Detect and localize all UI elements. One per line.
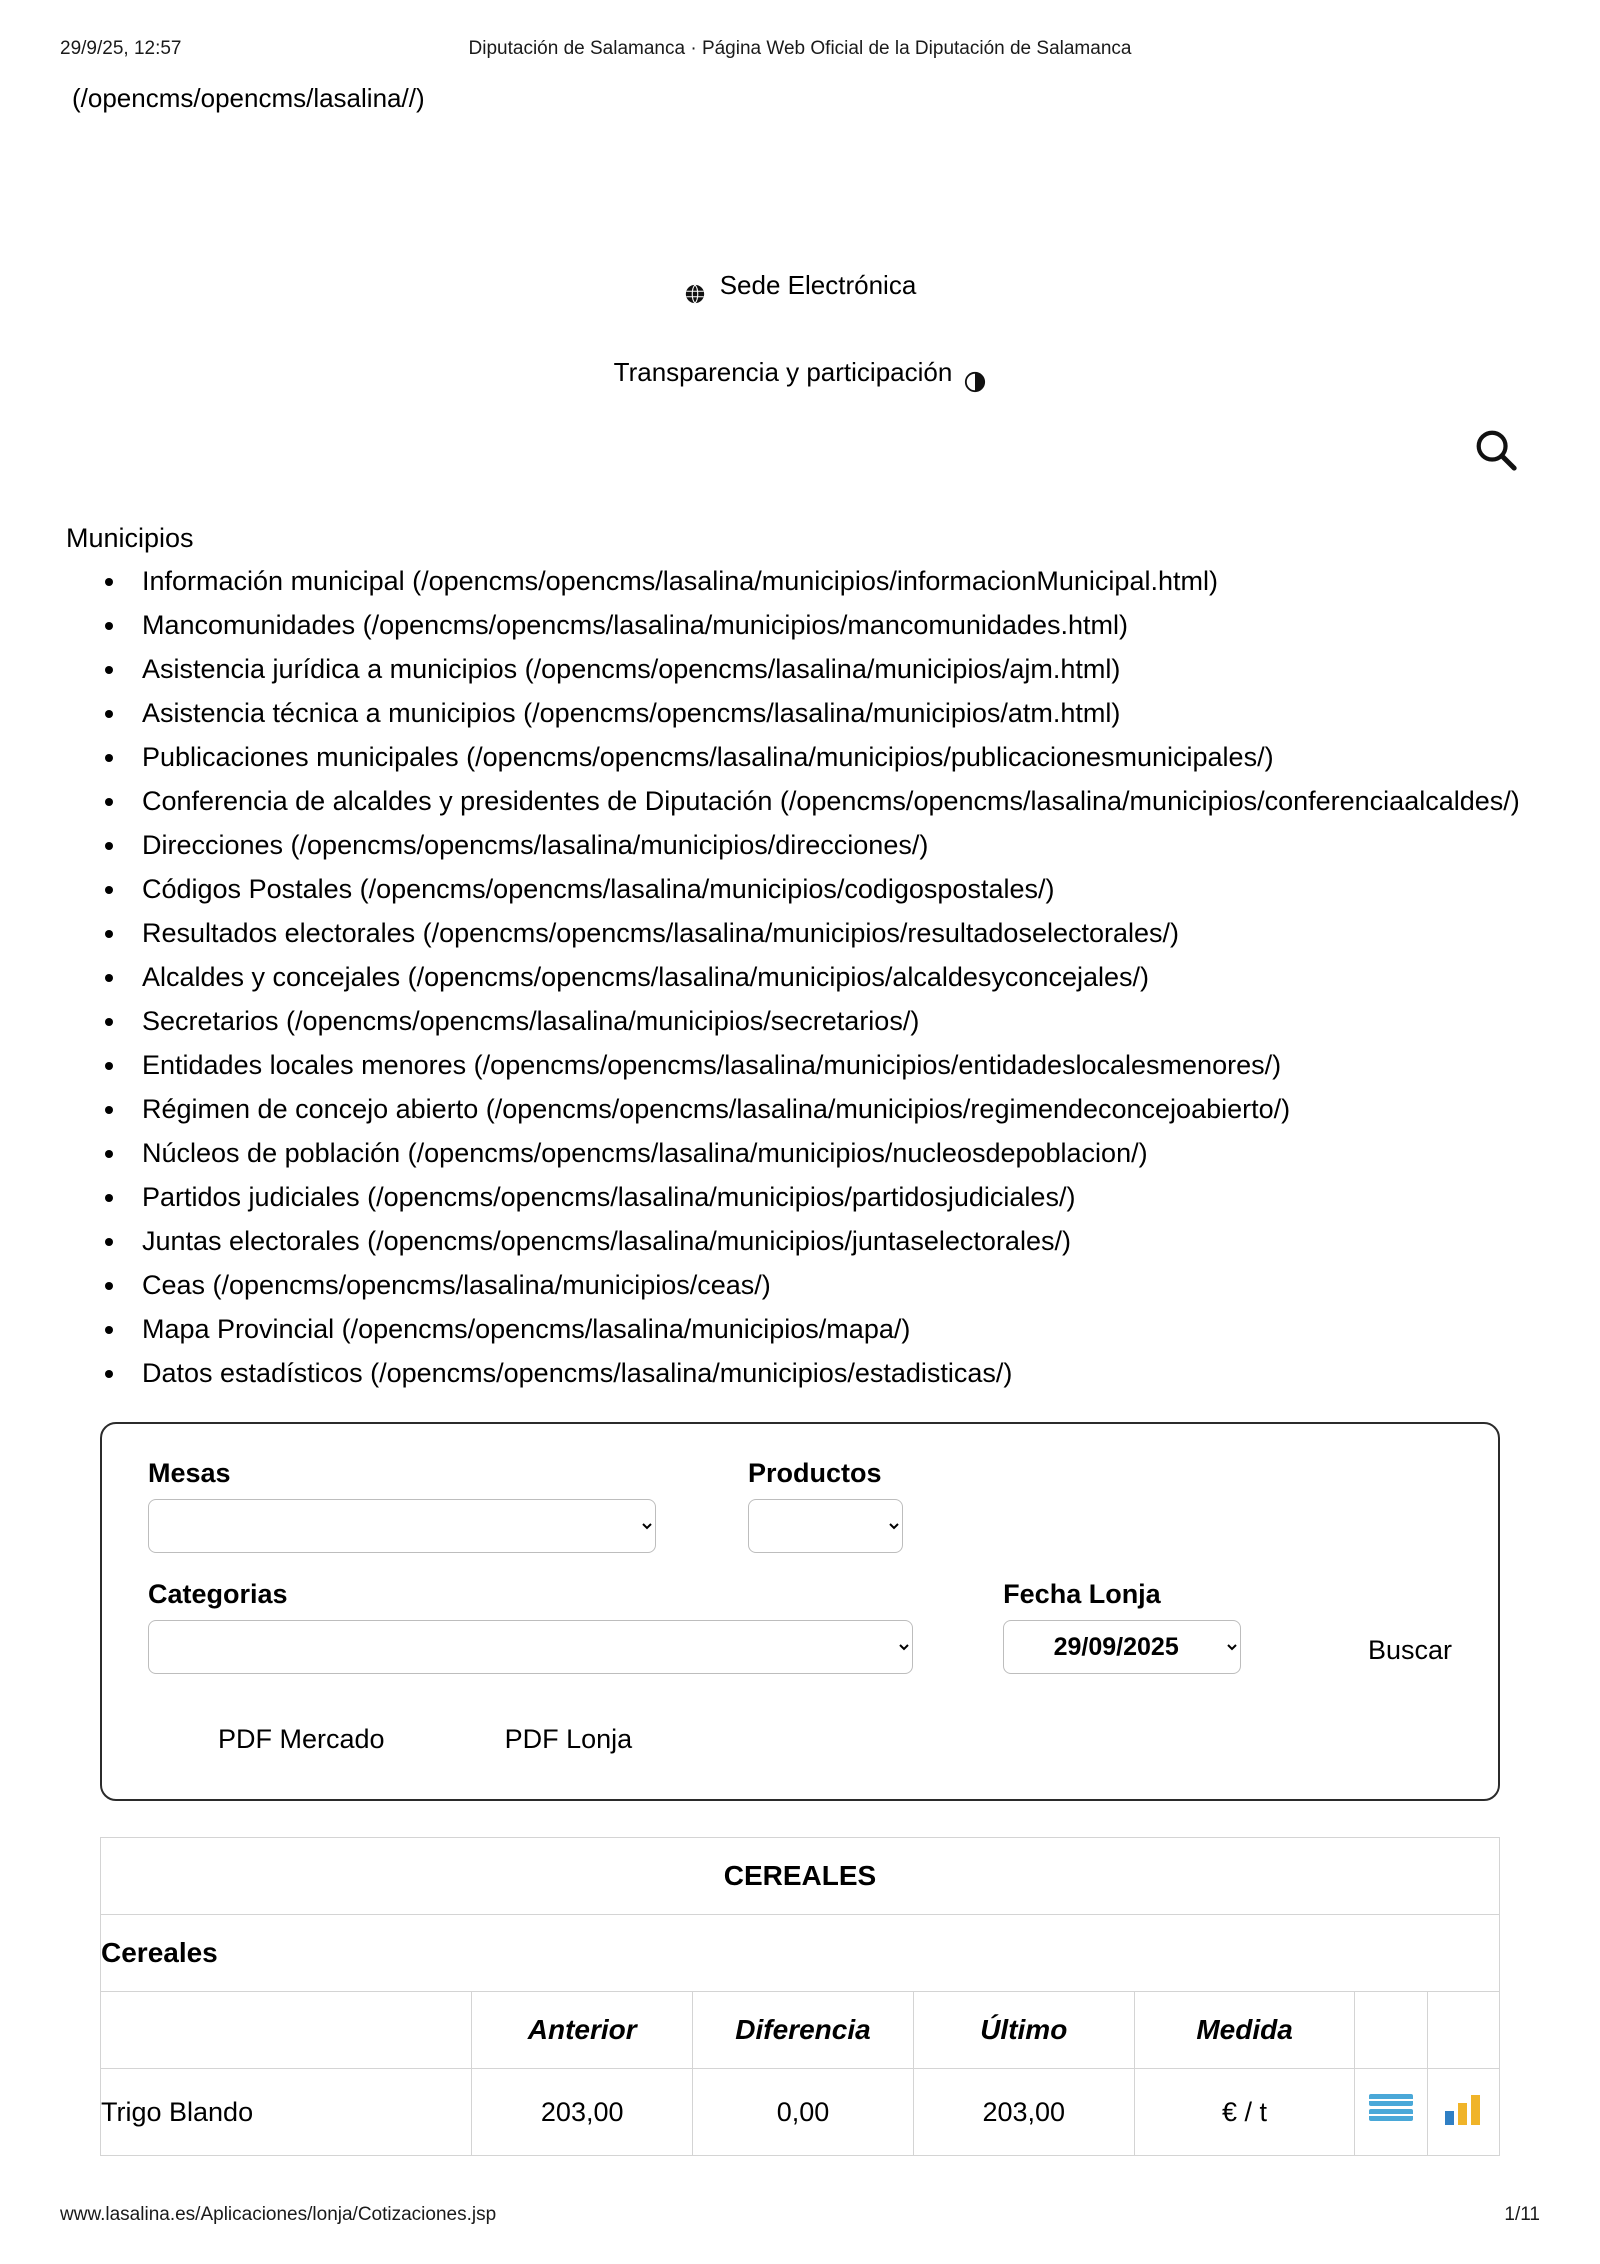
page-title: Municipios	[66, 523, 194, 554]
table-subgroup-row	[101, 1915, 1500, 1992]
list-item[interactable]: • Conferencia de alcaldes y presidentes de Diputación (/opencms/opencms/lasalina/municipios/conferenciaalcaldes/)	[128, 781, 1600, 822]
list-item[interactable]: • Códigos Postales (/opencms/opencms/lasalina/municipios/codigospostales/)	[128, 869, 1600, 910]
product-medida: € / t	[1134, 2069, 1355, 2156]
list-item[interactable]: • Resultados electorales (/opencms/opencms/lasalina/municipios/resultadoselectorales/)	[128, 913, 1600, 954]
product-ultimo: 203,00	[913, 2069, 1134, 2156]
table-row	[101, 2069, 1500, 2156]
print-header	[0, 38, 1600, 60]
search-row	[0, 426, 1600, 496]
sede-electronica-label: Sede Electrónica	[719, 270, 917, 301]
print-footer	[0, 2204, 1600, 2226]
mesas-field	[148, 1458, 708, 1553]
list-item[interactable]: • Asistencia técnica a municipios (/opencms/opencms/lasalina/municipios/atm.html)	[128, 693, 1600, 734]
cotizaciones-table-wrap	[100, 1837, 1500, 2156]
col-header-icon1	[1355, 1992, 1427, 2069]
mesas-select[interactable]	[148, 1499, 656, 1553]
col-header-ultimo: Último	[913, 1992, 1134, 2069]
breadcrumb[interactable]: (/opencms/opencms/lasalina//)	[72, 83, 425, 113]
list-item[interactable]: • Asistencia jurídica a municipios (/opencms/opencms/lasalina/municipios/ajm.html)	[128, 649, 1600, 690]
list-item[interactable]: • Secretarios (/opencms/opencms/lasalina/municipios/secretarios/)	[128, 1001, 1600, 1042]
footer-page-number: 1/11	[1504, 2204, 1540, 2225]
col-header-diferencia: Diferencia	[693, 1992, 914, 2069]
municipios-menu	[0, 561, 1600, 1395]
list-item[interactable]: • Ceas (/opencms/opencms/lasalina/municipios/ceas/)	[128, 1265, 1600, 1306]
fecha-lonja-label: Fecha Lonja	[1003, 1579, 1161, 1610]
chart-view-button[interactable]	[1427, 2069, 1499, 2156]
list-item[interactable]: • Partidos judiciales (/opencms/opencms/lasalina/municipios/partidosjudiciales/)	[128, 1177, 1600, 1218]
print-date: 29/9/25, 12:57	[60, 38, 182, 59]
list-item[interactable]: • Entidades locales menores (/opencms/opencms/lasalina/municipios/entidadeslocalesmenores/)	[128, 1045, 1600, 1086]
page-content	[0, 80, 1600, 2156]
list-item[interactable]: • Juntas electorales (/opencms/opencms/lasalina/municipios/juntaselectorales/)	[128, 1221, 1600, 1262]
footer-url: www.lasalina.es/Aplicaciones/lonja/Cotizaciones.jsp	[60, 2204, 497, 2225]
fecha-lonja-select[interactable]	[1003, 1620, 1241, 1674]
transparencia-link[interactable]	[0, 353, 1600, 392]
buscar-button[interactable]: Buscar	[1367, 1635, 1452, 1666]
fecha-lonja-field	[1003, 1579, 1272, 1674]
search-icon[interactable]	[1472, 426, 1518, 472]
pdf-mercado-link[interactable]: PDF Mercado	[218, 1724, 385, 1755]
table-icon	[1368, 2092, 1414, 2126]
lonja-filter-panel	[100, 1422, 1500, 1801]
product-name: Trigo Blando	[101, 2069, 472, 2156]
list-item[interactable]: • Mancomunidades (/opencms/opencms/lasalina/municipios/mancomunidades.html)	[128, 605, 1600, 646]
list-item[interactable]: • Régimen de concejo abierto (/opencms/opencms/lasalina/municipios/regimendeconcejoabierto/)	[128, 1089, 1600, 1130]
sede-electronica-link[interactable]	[0, 266, 1600, 305]
list-item[interactable]: • Alcaldes y concejales (/opencms/opencms/lasalina/municipios/alcaldesyconcejales/)	[128, 957, 1600, 998]
productos-select[interactable]	[748, 1499, 903, 1553]
list-item[interactable]: • Mapa Provincial (/opencms/opencms/lasalina/municipios/mapa/)	[128, 1309, 1600, 1350]
col-header-icon2	[1427, 1992, 1499, 2069]
table-header-row	[101, 1992, 1500, 2069]
product-anterior: 203,00	[472, 2069, 693, 2156]
list-item[interactable]: • Núcleos de población (/opencms/opencms/lasalina/municipios/nucleosdepoblacion/)	[128, 1133, 1600, 1174]
pdf-lonja-link[interactable]: PDF Lonja	[504, 1724, 633, 1755]
group-title: CEREALES	[101, 1838, 1500, 1915]
globe-icon	[684, 277, 706, 299]
transparencia-label: Transparencia y participación	[613, 357, 953, 388]
list-item[interactable]: • Publicaciones municipales (/opencms/opencms/lasalina/municipios/publicacionesmunicipales/)	[128, 737, 1600, 778]
col-header-blank	[101, 1992, 472, 2069]
mesas-label: Mesas	[148, 1458, 231, 1489]
productos-label: Productos	[748, 1458, 882, 1489]
list-item[interactable]: • Datos estadísticos (/opencms/opencms/lasalina/municipios/estadisticas/)	[128, 1353, 1600, 1394]
print-title: Diputación de Salamanca · Página Web Oficial de la Diputación de Salamanca	[468, 38, 1132, 59]
col-header-anterior: Anterior	[472, 1992, 693, 2069]
product-diferencia: 0,00	[693, 2069, 914, 2156]
categorias-label: Categorias	[148, 1579, 288, 1610]
table-group-row	[101, 1838, 1500, 1915]
contrast-icon	[964, 365, 986, 387]
list-item[interactable]: • Direcciones (/opencms/opencms/lasalina/municipios/direcciones/)	[128, 825, 1600, 866]
col-header-medida: Medida	[1134, 1992, 1355, 2069]
table-view-button[interactable]	[1355, 2069, 1427, 2156]
top-links	[0, 266, 1600, 392]
productos-field	[748, 1458, 1048, 1553]
categorias-field	[148, 1579, 935, 1674]
categorias-select[interactable]	[148, 1620, 913, 1674]
list-item[interactable]: • Información municipal (/opencms/opencms/lasalina/municipios/informacionMunicipal.html)	[128, 561, 1600, 602]
subgroup-title: Cereales	[101, 1915, 1500, 1992]
bar-chart-icon	[1442, 2091, 1484, 2127]
cotizaciones-table	[100, 1837, 1500, 2156]
